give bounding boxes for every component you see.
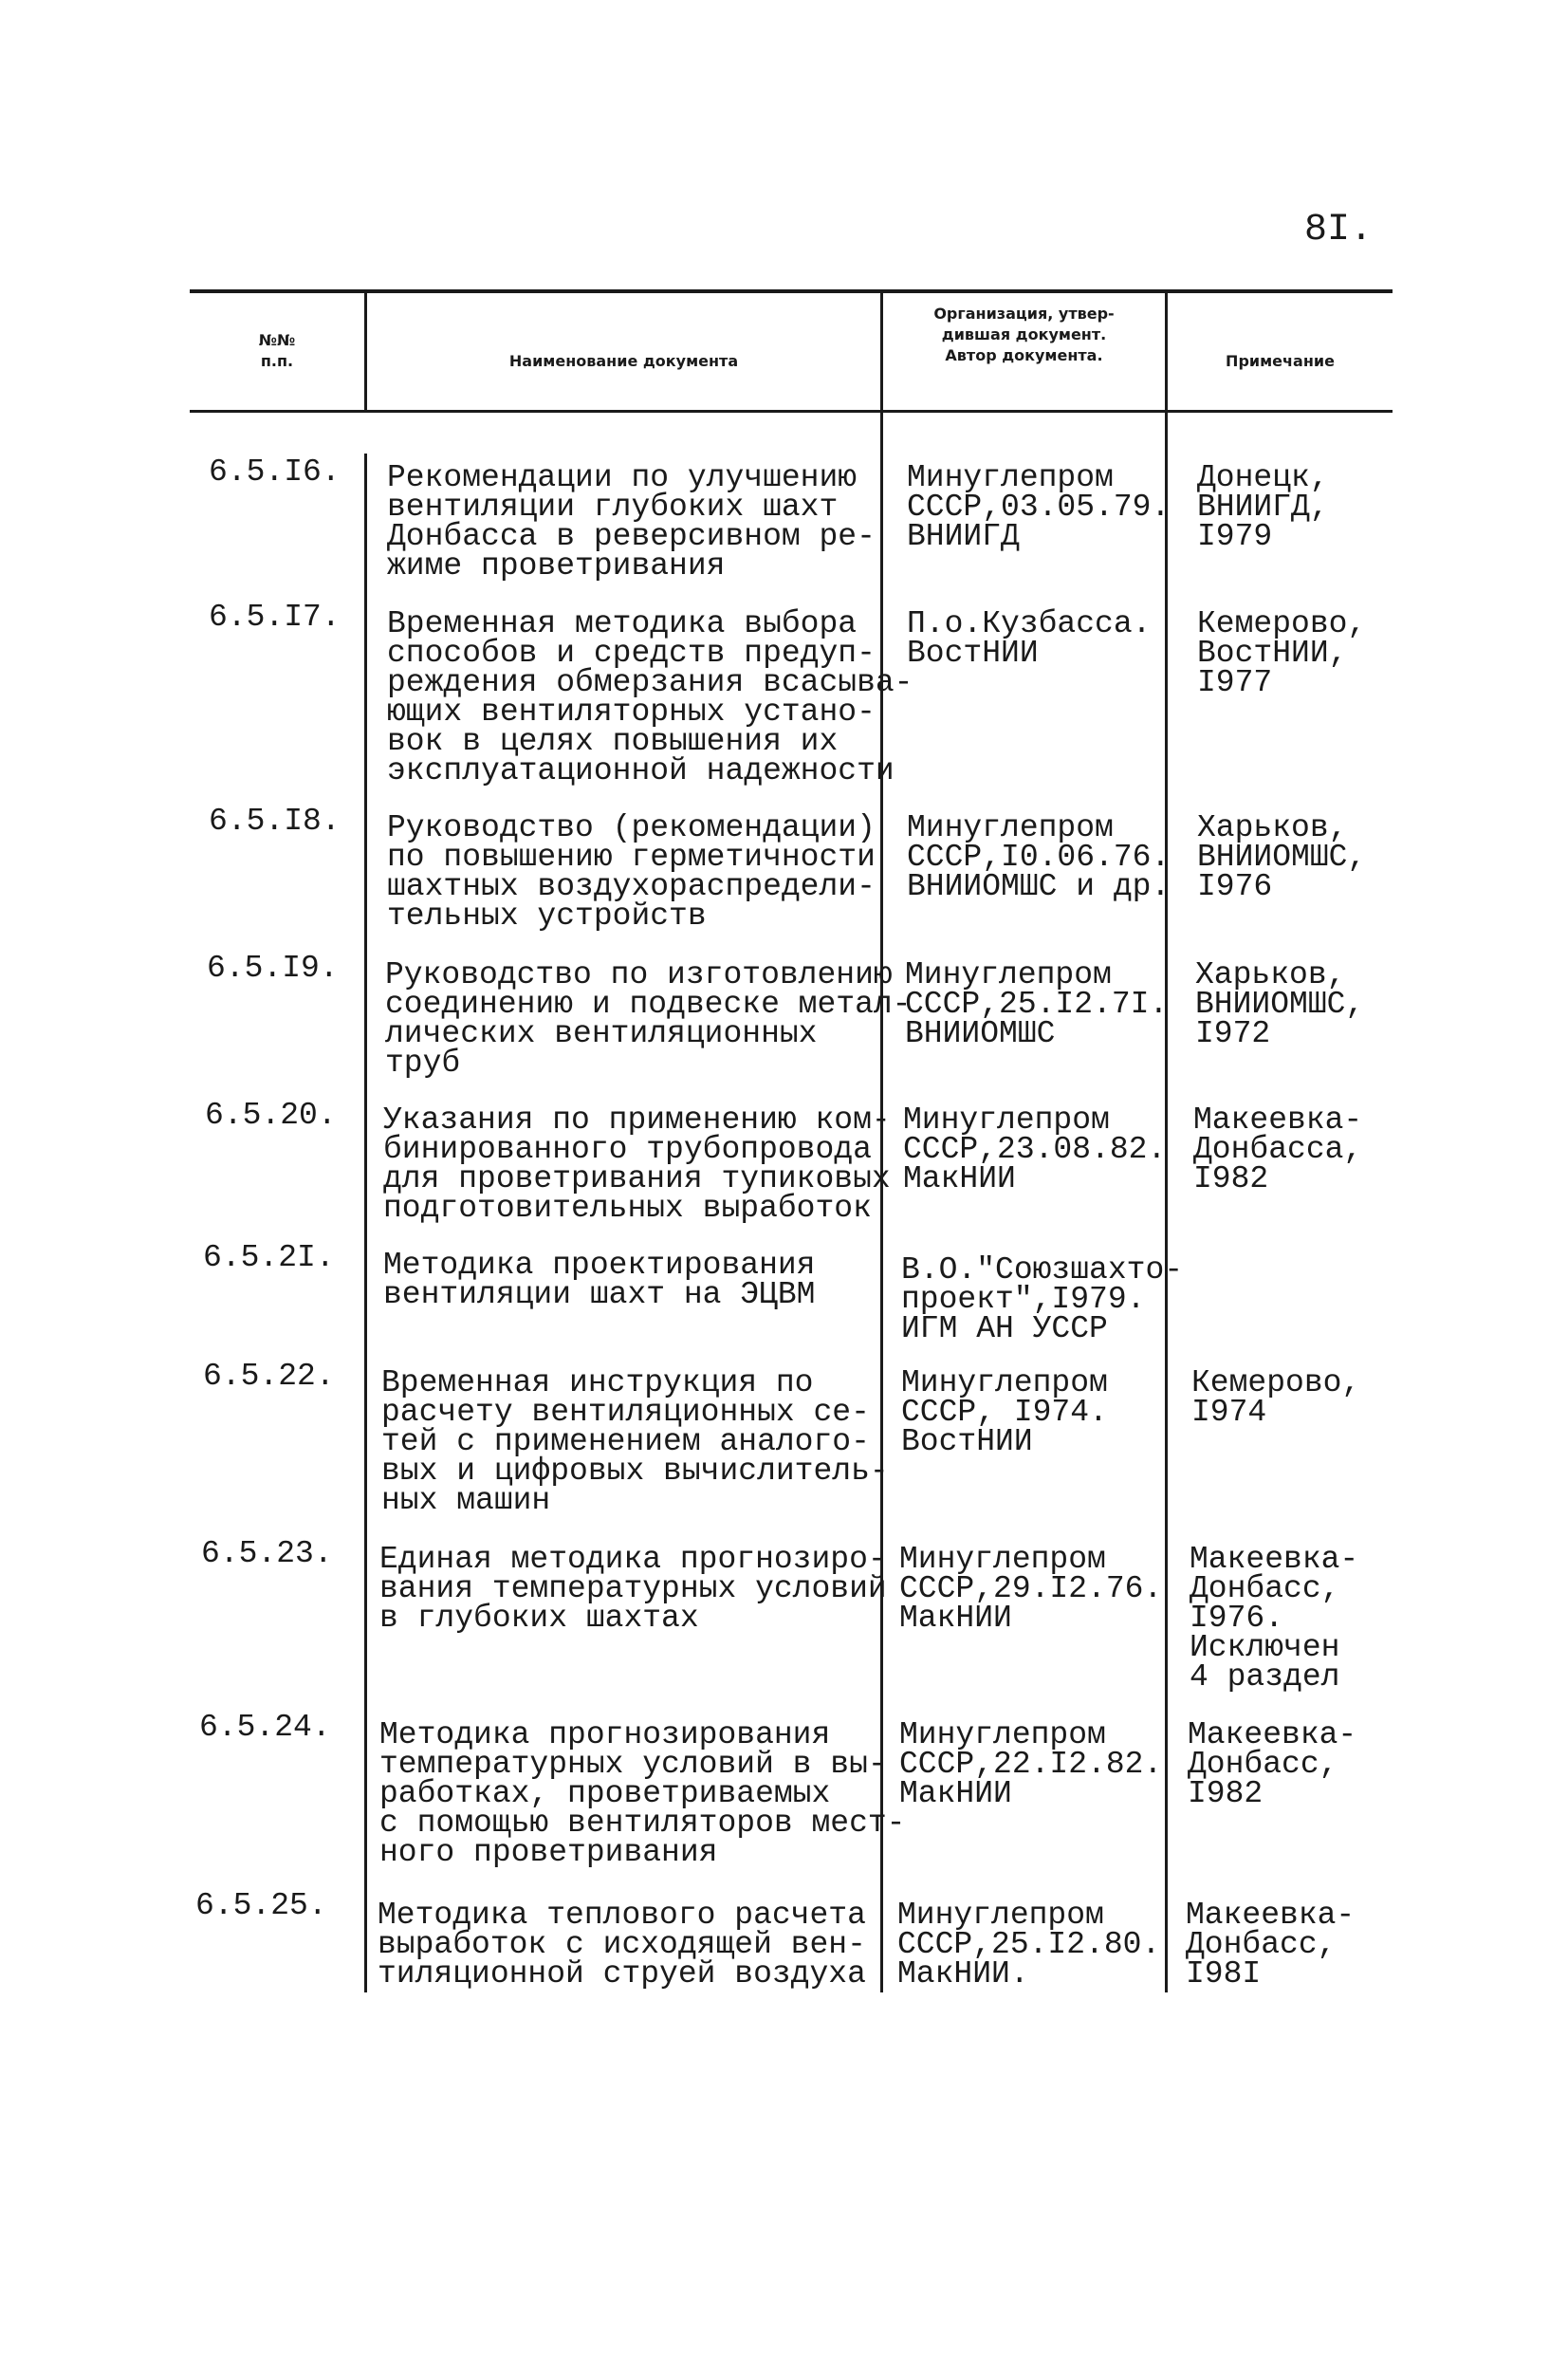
row-document-name: Методика проектирования вентиляции шахт на ЭЦВМ: [383, 1248, 816, 1312]
row-organization: Минуглепром СССР,23.08.82. МакНИИ: [903, 1102, 1167, 1196]
row-number: 6.5.25.: [195, 1888, 327, 1923]
row-organization: Минуглепром СССР,25.I2.7I. ВНИИОМШС: [905, 957, 1169, 1051]
row-note: Кемерово, ВостНИИ, I977: [1197, 606, 1367, 700]
row-note: Макеевка- Донбасс, I976. Исключен 4 раздел: [1190, 1542, 1359, 1695]
header-note: Примечание: [1226, 352, 1335, 370]
row-number: 6.5.24.: [199, 1710, 331, 1745]
page-number: 8I.: [1304, 209, 1374, 251]
column-divider-1: [364, 454, 367, 1992]
row-number: 6.5.I6.: [209, 454, 341, 490]
row-note: Донецк, ВНИИГД, I979: [1197, 460, 1329, 554]
header-number: №№ п.п.: [258, 331, 296, 370]
table-top-rule: [190, 289, 1393, 293]
row-document-name: Методика теплового расчета выработок с исходящей вен- тиляционной струей воздуха: [378, 1898, 866, 1992]
header-org: Организация, утвер- дившая документ. Автор документа.: [933, 305, 1115, 364]
header-name: Наименование документа: [508, 352, 739, 370]
row-document-name: Руководство (рекомендации) по повышению герметичности шахтных воздухораспредели- тельных устройств: [387, 810, 876, 934]
row-number: 6.5.2I.: [203, 1240, 335, 1275]
row-organization: П.о.Кузбасса. ВостНИИ: [907, 606, 1152, 671]
row-number: 6.5.23.: [201, 1536, 333, 1571]
row-document-name: Временная инструкция по расчету вентиляционных се- тей с применением аналого- вых и цифровых вычислитель- ных машин: [381, 1365, 889, 1518]
row-number: 6.5.I9.: [207, 951, 339, 986]
row-number: 6.5.20.: [205, 1098, 337, 1133]
row-organization: Минуглепром СССР,I0.06.76. ВНИИОМШС и др.: [907, 810, 1171, 904]
row-organization: Минуглепром СССР,25.I2.80. МакНИИ.: [897, 1898, 1161, 1992]
row-document-name: Указания по применению ком- бинированного трубопровода для проветривания тупиковых подготовительных выработок: [383, 1102, 891, 1226]
row-number: 6.5.22.: [203, 1359, 335, 1394]
row-document-name: Рекомендации по улучшению вентиляции глубоких шахт Донбасса в реверсивном ре- жиме проветривания: [387, 460, 876, 584]
row-note: Кемерово, I974: [1191, 1365, 1361, 1430]
row-organization: В.О."Союзшахто- проект",I979. ИГМ АН УССР: [901, 1252, 1184, 1346]
row-note: Макеевка- Донбасс, I982: [1188, 1717, 1357, 1811]
row-note: Харьков, ВНИИОМШС, I972: [1195, 957, 1365, 1051]
row-organization: Минуглепром СССР,22.I2.82. МакНИИ: [899, 1717, 1163, 1811]
row-document-name: Единая методика прогнозиро- вания температурных условий в глубоких шахтах: [379, 1542, 887, 1636]
row-number: 6.5.I7.: [209, 600, 341, 635]
header-bottom-rule: [190, 410, 1393, 413]
row-document-name: Методика прогнозирования температурных условий в вы- работках, проветриваемых с помощью вентиляторов мест- ного проветривания: [379, 1717, 906, 1870]
row-organization: Минуглепром СССР,29.I2.76. МакНИИ: [899, 1542, 1163, 1636]
row-note: Макеевка- Донбасса, I982: [1193, 1102, 1363, 1196]
row-document-name: Руководство по изготовлению соединению и подвеске метал- лических вентиляционных труб: [385, 957, 912, 1081]
row-organization: Минуглепром СССР,03.05.79. ВНИИГД: [907, 460, 1171, 554]
row-number: 6.5.I8.: [209, 804, 341, 839]
row-note: Макеевка- Донбасс, I98I: [1186, 1898, 1356, 1992]
row-note: Харьков, ВНИИОМШС, I976: [1197, 810, 1367, 904]
row-organization: Минуглепром СССР, I974. ВостНИИ: [901, 1365, 1108, 1459]
row-document-name: Временная методика выбора способов и средств предуп- реждения обмерзания всасыва- ющих вентиляторных устано- вок в целях повышения их эксплуатационной надежности: [387, 606, 913, 788]
